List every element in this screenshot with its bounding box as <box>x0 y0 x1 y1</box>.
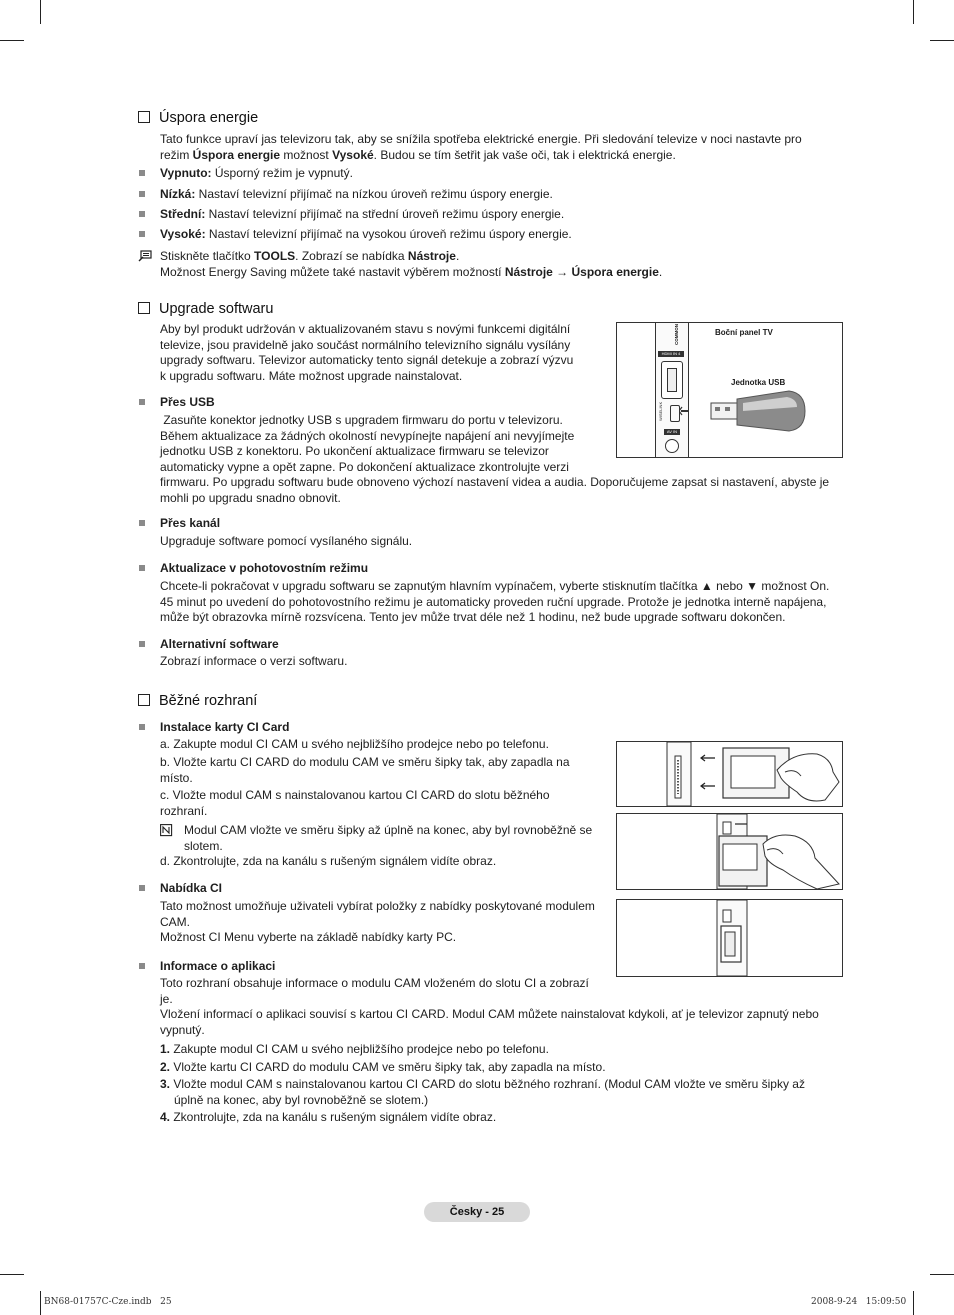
checkbox-icon <box>138 111 150 123</box>
bullet-icon <box>139 724 145 730</box>
app-info-label: Informace o aplikaci <box>160 959 276 973</box>
bullet-icon <box>139 963 145 969</box>
usb-drive-icon <box>679 385 807 437</box>
bullet-icon <box>139 641 145 647</box>
footer-file: BN68-01757C-Cze.indb 25 <box>44 1297 172 1307</box>
bullet-icon <box>139 885 145 891</box>
upgrade-usb-text: Zasuňte konektor jednotky USB s upgradem firmwaru do portu v televizoru. Během aktualizace za žádných okolností nevypínejte napájení ani nevyjímejte jednotku USB z konektoru. Po ukončení aktualizace firmwaru se televizor automaticky vypne a opět zapne. Po dokončení aktualizace zkontrolujte verzi firmwaru. Po upgradu softwaru bude obnoveno výchozí nastavení videa a audia. Doporučujeme zapsat si nastavení, abyste je mohli po upgradu snadno obnovit. <box>160 413 830 505</box>
list-item: 1. Zakupte modul CI CAM u svého nejbližšího prodejce nebo po telefonu. <box>160 1042 549 1056</box>
note-icon <box>160 824 173 837</box>
upgrade-standby-text: Chcete-li pokračovat v upgradu softwaru se zapnutým hlavním vypínačem, vyberte stisknutím tlačítka ▲ nebo ▼ možnost On. 45 minut po uvedení do pohotovostního režimu je automaticky proveden ruční upgrade. Protože je jednotka interně napájena, může být obrazovka mírně rozsvícena. Tento jev může trvat déle než 1 hodinu, než bude upgrade softwaru dokončen. <box>160 579 830 624</box>
ci-figure-insert-card <box>616 741 843 807</box>
ci-note: Modul CAM vložte ve směru šipky až úplně na konec, aby byl rovnoběžně se slotem. <box>184 823 593 853</box>
footer-timestamp: 2008-9-24 15:09:50 <box>811 1297 907 1307</box>
section-title-upgrade: Upgrade softwaru <box>138 301 273 317</box>
remote-tools-icon <box>138 250 152 262</box>
bullet-icon <box>139 211 145 217</box>
checkbox-icon <box>138 694 150 706</box>
audio-jack <box>665 439 679 453</box>
bullet-icon <box>139 231 145 237</box>
energy-item-low: Nízká: Nastaví televizní přijímač na nízkou úroveň režimu úspory energie. <box>160 187 553 201</box>
ci-step-b: b. Vložte kartu CI CARD do modulu CAM ve směru šipky tak, aby zapadla na místo. <box>160 755 570 785</box>
list-item: 3. Vložte modul CAM s nainstalovanou kartou CI CARD do slotu běžného rozhraní. (Modul CAM vložte ve směru šipky až <box>160 1077 805 1091</box>
ci-menu-text: Tato možnost umožňuje uživateli vybírat položky z nabídky poskytované modulem CAM. Možnost CI Menu vyberte na základě nabídky karty PC. <box>160 899 595 944</box>
energy-item-high: Vysoké: Nastaví televizní přijímač na vysokou úroveň režimu úspory energie. <box>160 227 572 241</box>
common-label: COMMON <box>674 324 679 345</box>
upgrade-intro: Aby byl produkt udržován v aktualizovaném stavu s novými funkcemi digitální televize, jsou pravidelně jako součást normálního televizního signálu vysílány upgrady softwaru. Televizor automaticky tento signál detekuje a zobrazí výzvu k upgradu softwaru. Máte možnost upgrade nainstalovat. <box>160 322 574 383</box>
bullet-icon <box>139 399 145 405</box>
page-number-badge: Česky - 25 <box>424 1202 530 1222</box>
section-title-energy: Úspora energie <box>138 110 258 126</box>
ci-figure-inserted <box>616 899 843 977</box>
list-item: 2. Vložte kartu CI CARD do modulu CAM ve směru šipky tak, aby zapadla na místo. <box>160 1059 606 1074</box>
upgrade-alt-text: Zobrazí informace o verzi softwaru. <box>160 654 348 668</box>
app-info-text: Toto rozhraní obsahuje informace o modulu CAM vloženém do slotu CI a zobrazí je. Vložení informací o aplikaci souvisí s kartou CI CARD. Modul CAM můžete nainstalovat kdykoli, ať je televizor zapnutý nebo vypnutý. <box>160 976 819 1037</box>
checkbox-icon <box>138 302 150 314</box>
app-info-steps <box>160 1042 805 1126</box>
upgrade-alt-label: Alternativní software <box>160 637 279 651</box>
energy-intro: Tato funkce upraví jas televizoru tak, aby se snížila spotřeba elektrické energie. Při sledování televize v noci nastavte pro režim Úspora energie možnost Vysoké. Budou se tím šetřit jak vaše oči, tak i elektrická energie. <box>160 132 802 162</box>
bullet-icon <box>139 191 145 197</box>
ci-menu-label: Nabídka CI <box>160 881 223 895</box>
ci-install-label: Instalace karty CI Card <box>160 720 290 734</box>
energy-item-medium: Střední: Nastaví televizní přijímač na střední úroveň režimu úspory energie. <box>160 207 565 221</box>
usb-drive-label: Jednotka USB <box>731 378 786 387</box>
bullet-icon <box>139 520 145 526</box>
section-title-common-interface: Běžné rozhraní <box>138 693 257 709</box>
upgrade-channel-text: Upgraduje software pomocí vysílaného signálu. <box>160 534 413 548</box>
ci-step-d: d. Zkontrolujte, zda na kanálu s rušeným signálem vidíte obraz. <box>160 854 497 868</box>
av-in-label: AV IN <box>664 429 680 435</box>
side-panel-label: Boční panel TV <box>715 328 773 337</box>
energy-note: Stiskněte tlačítko TOOLS. Zobrazí se nabídka Nástroje. Možnost Energy Saving můžete také nastavit výběrem možností Nástroje → Úspora energie. <box>160 249 663 279</box>
bullet-icon <box>139 565 145 571</box>
ci-step-a: a. Zakupte modul CI CAM u svého nejbližšího prodejce nebo po telefonu. <box>160 737 549 751</box>
upgrade-channel-label: Přes kanál <box>160 516 221 530</box>
upgrade-standby-label: Aktualizace v pohotovostním režimu <box>160 561 369 575</box>
list-item: úplně na konec, aby byl rovnoběžně se slotem.) <box>174 1092 429 1107</box>
hdmi-port-label: HDMI IN 4 <box>658 351 684 357</box>
list-item: 4. Zkontrolujte, zda na kanálu s rušeným signálem vidíte obraz. <box>160 1110 497 1124</box>
energy-item-off: Vypnuto: Úsporný režim je vypnutý. <box>160 166 353 180</box>
ci-step-c: c. Vložte modul CAM s nainstalovanou kartou CI CARD do slotu běžného rozhraní. <box>160 788 550 818</box>
ci-figure-insert-cam <box>616 813 843 890</box>
bullet-icon <box>139 170 145 176</box>
wiselink-label: WISELINK <box>658 401 663 421</box>
usb-figure <box>616 322 843 458</box>
upgrade-usb-label: Přes USB <box>160 395 215 409</box>
